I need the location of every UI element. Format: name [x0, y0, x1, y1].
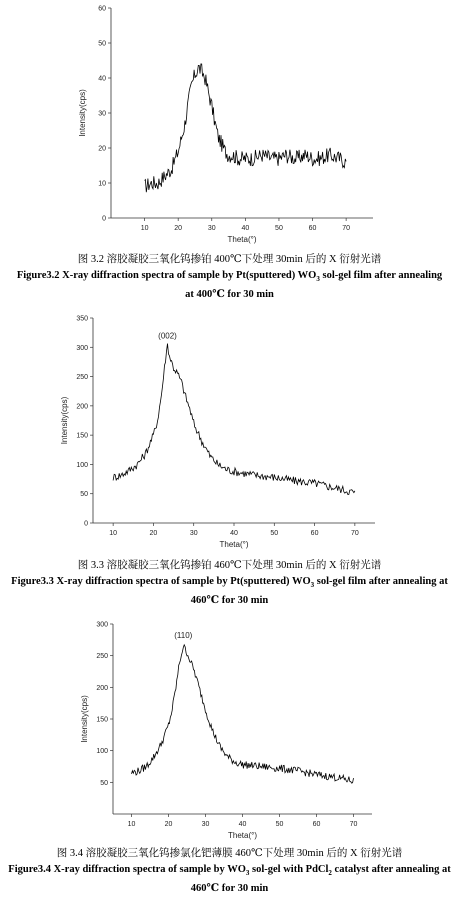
y-tick-label: 100: [76, 461, 88, 469]
x-tick-label: 10: [127, 821, 136, 828]
x-tick-label: 70: [349, 821, 358, 828]
figure-3-3: [0, 305, 459, 555]
y-tick-label: 100: [96, 748, 108, 756]
y-tick-label: 50: [100, 779, 108, 787]
x-tick-label: 20: [149, 530, 158, 537]
caption-en-line2: at 400℃ for 30 min: [185, 289, 274, 301]
y-axis-title: Intensity(cps): [80, 695, 89, 743]
y-tick-label: 350: [76, 315, 88, 323]
y-tick-label: 50: [98, 40, 106, 48]
caption-3-3: [0, 558, 459, 609]
x-axis-title: Theta(°): [219, 540, 249, 549]
x-tick-label: 30: [201, 821, 210, 828]
x-tick-label: 40: [238, 821, 247, 828]
y-tick-label: 50: [80, 491, 88, 499]
y-tick-label: 0: [102, 215, 106, 223]
xrd-chart-3-3: [0, 305, 459, 555]
y-axis-title: Intensity(cps): [60, 396, 69, 445]
x-tick-label: 70: [350, 530, 359, 537]
x-tick-label: 60: [310, 530, 319, 537]
xrd-series-line: [132, 645, 354, 783]
caption-cn: 图 3.4 溶胶凝胶三氧化钨掺氯化钯薄膜 460℃下处理 30min 后的 X 衍射光谱: [56, 848, 403, 859]
figure-3-4: [0, 612, 459, 844]
y-tick-label: 40: [98, 75, 106, 83]
x-tick-label: 60: [308, 225, 317, 232]
x-tick-label: 40: [230, 530, 238, 537]
peak-annotation: (002): [158, 331, 177, 341]
x-tick-label: 50: [270, 530, 279, 537]
y-tick-label: 200: [76, 403, 88, 411]
xrd-chart-3-4: [0, 612, 459, 844]
y-tick-label: 150: [76, 432, 88, 440]
y-tick-label: 250: [76, 374, 88, 382]
caption-en: Figure3.3 X-ray diffraction spectra of sample by Pt(sputtered) $WO_3$ sol-gel film after annealing at: [11, 576, 448, 590]
caption-en: Figure3.2 X-ray diffraction spectra of sample by Pt(sputtered) $WO_3$ sol-gel film after annealing: [16, 270, 443, 284]
x-axis-title: Theta(°): [227, 235, 257, 244]
y-tick-label: 60: [98, 5, 106, 13]
peak-annotation: (110): [174, 630, 193, 640]
y-tick-label: 0: [84, 520, 88, 528]
y-tick-label: 10: [98, 180, 106, 188]
x-tick-label: 10: [140, 225, 149, 232]
xrd-chart-3-2: [0, 0, 459, 250]
y-tick-label: 300: [96, 621, 108, 629]
y-tick-label: 250: [96, 653, 108, 661]
caption-en-line2: 460℃ for 30 min: [190, 595, 269, 607]
caption-en-line2: 460℃ for 30 min: [190, 883, 269, 895]
x-tick-label: 70: [342, 225, 351, 232]
xrd-series-line: [145, 64, 347, 192]
x-tick-label: 20: [164, 821, 173, 828]
x-tick-label: 50: [275, 821, 284, 828]
y-tick-label: 300: [76, 344, 88, 352]
caption-3-4: [0, 846, 459, 897]
figure-3-2: [0, 0, 459, 250]
caption-3-2: [0, 252, 459, 303]
x-tick-label: 50: [275, 225, 283, 232]
x-axis-title: Theta(°): [228, 831, 257, 840]
y-tick-label: 150: [96, 716, 108, 724]
caption-en: Figure3.4 X-ray diffraction spectra of sample by $WO_3$ sol-gel with PdCl$_2$ catalyst after annealing at: [8, 864, 451, 878]
y-tick-label: 20: [98, 145, 106, 153]
caption-cn: 图 3.3 溶胶凝胶三氧化钨掺铂 460℃下处理 30min 后的 X 衍射光谱: [77, 560, 382, 571]
x-tick-label: 30: [207, 225, 216, 232]
x-tick-label: 60: [312, 821, 321, 828]
y-tick-label: 200: [96, 684, 108, 692]
xrd-series-line: [113, 344, 355, 495]
x-tick-label: 20: [174, 225, 183, 232]
x-tick-label: 40: [241, 225, 250, 232]
x-tick-label: 10: [109, 530, 118, 537]
y-axis-title: Intensity(cps): [78, 89, 87, 137]
y-tick-label: 30: [98, 110, 106, 118]
caption-cn: 图 3.2 溶胶凝胶三氧化钨掺铂 400℃下处理 30min 后的 X 衍射光谱: [77, 254, 382, 265]
x-tick-label: 30: [189, 530, 198, 537]
